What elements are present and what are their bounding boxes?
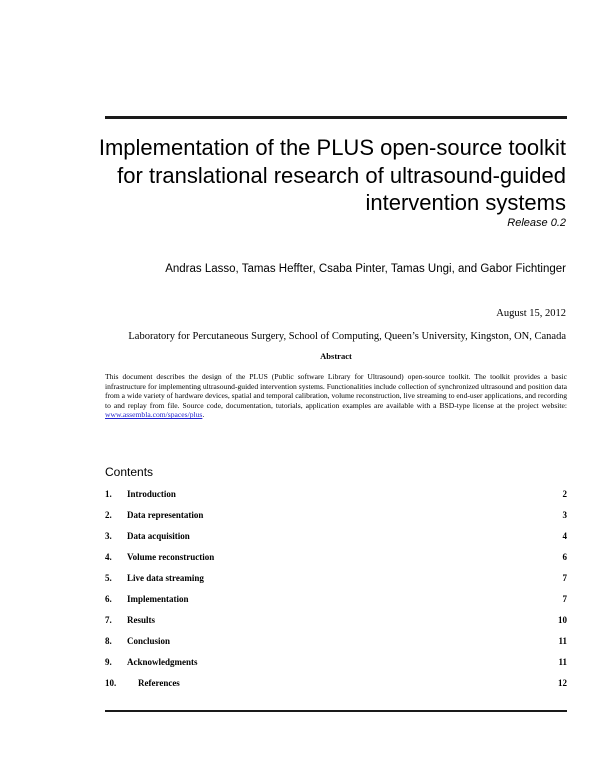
toc-entry[interactable] bbox=[105, 633, 567, 654]
toc-entry[interactable] bbox=[105, 486, 567, 507]
toc-label: Acknowledgments bbox=[127, 657, 198, 667]
toc-label: Implementation bbox=[127, 594, 189, 604]
toc-page: 7 bbox=[562, 594, 567, 604]
toc-number: 3. bbox=[105, 531, 112, 541]
paper-title: Implementation of the PLUS open-source toolkit for translational research of ultrasound-guided intervention systems bbox=[98, 135, 566, 215]
release-label: Release 0.2 bbox=[507, 217, 566, 229]
toc-entry[interactable] bbox=[105, 570, 567, 591]
publication-date: August 15, 2012 bbox=[496, 308, 566, 319]
abstract-body bbox=[105, 372, 567, 420]
toc-page: 3 bbox=[562, 510, 567, 520]
abstract-heading: Abstract bbox=[320, 351, 352, 361]
toc-entry[interactable] bbox=[105, 675, 567, 696]
toc-label: Results bbox=[127, 615, 156, 625]
toc-label: Introduction bbox=[127, 489, 176, 499]
toc-label: Data acquisition bbox=[127, 531, 190, 541]
toc-page: 4 bbox=[562, 531, 567, 541]
abstract-text: This document describes the design of the PLUS (Public software Library for Ultrasound) open-source toolkit. The toolkit provides a basic infrastructure for implementing ultrasound-guided intervention systems. Functionalities include collection of synchronized ultrasound and position data from a wide variety of hardware devices, spatial and temporal calibration, volume reconstruction, live streaming to end-user applications, and recording to and replay from file. Source code, documentation, tutorials, application examples are available with a BSD-type license at the project website: bbox=[105, 372, 567, 410]
toc-page: 12 bbox=[558, 678, 567, 688]
toc-page: 11 bbox=[558, 636, 567, 646]
affiliation: Laboratory for Percutaneous Surgery, School of Computing, Queen’s University, Kingston, ON, Canada bbox=[128, 331, 566, 342]
toc-entry[interactable] bbox=[105, 654, 567, 675]
toc-label: Conclusion bbox=[127, 636, 171, 646]
toc-number: 9. bbox=[105, 657, 112, 667]
toc-entry[interactable] bbox=[105, 591, 567, 612]
top-rule bbox=[105, 116, 567, 119]
toc-label: Data representation bbox=[127, 510, 204, 520]
contents-heading: Contents bbox=[105, 465, 154, 479]
toc-entry[interactable] bbox=[105, 549, 567, 570]
toc-page: 2 bbox=[562, 489, 567, 499]
toc-number: 5. bbox=[105, 573, 112, 583]
bottom-rule bbox=[105, 710, 567, 712]
table-of-contents bbox=[105, 486, 567, 696]
author-list: Andras Lasso, Tamas Heffter, Csaba Pinter, Tamas Ungi, and Gabor Fichtinger bbox=[165, 263, 566, 275]
toc-label: References bbox=[138, 678, 180, 688]
toc-page: 11 bbox=[558, 657, 567, 667]
toc-page: 10 bbox=[558, 615, 567, 625]
abstract-tail: . bbox=[202, 410, 205, 420]
toc-number: 8. bbox=[105, 636, 112, 646]
toc-number: 4. bbox=[105, 552, 112, 562]
toc-number: 1. bbox=[105, 489, 112, 499]
toc-page: 6 bbox=[562, 552, 567, 562]
toc-label: Volume reconstruction bbox=[127, 552, 215, 562]
toc-entry[interactable] bbox=[105, 612, 567, 633]
toc-number: 2. bbox=[105, 510, 112, 520]
toc-entry[interactable] bbox=[105, 528, 567, 549]
toc-number: 10. bbox=[105, 678, 117, 688]
toc-label: Live data streaming bbox=[127, 573, 204, 583]
toc-number: 6. bbox=[105, 594, 112, 604]
project-website-link[interactable]: www.assembla.com/spaces/plus bbox=[105, 410, 203, 420]
toc-entry[interactable] bbox=[105, 507, 567, 528]
toc-page: 7 bbox=[562, 573, 567, 583]
toc-number: 7. bbox=[105, 615, 112, 625]
